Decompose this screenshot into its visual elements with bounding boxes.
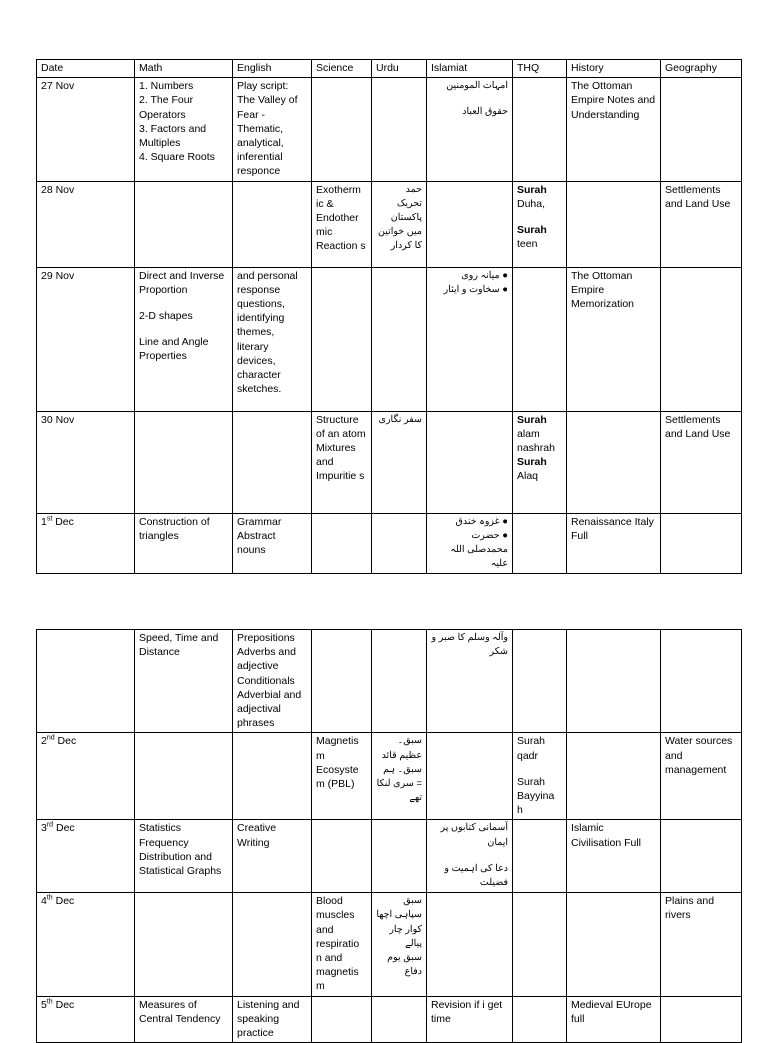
header-cell: History	[567, 60, 661, 78]
date-cell: 30 Nov	[37, 411, 135, 513]
islamiat-cell: وآلہ وسلم کا صبر و شکر	[427, 630, 513, 733]
history-cell: The Ottoman Empire Notes and Understanding	[567, 78, 661, 181]
math-cell	[135, 181, 233, 267]
geography-cell	[661, 513, 742, 574]
history-cell	[567, 630, 661, 733]
islamiat-cell	[427, 893, 513, 996]
math-cell: Speed, Time and Distance	[135, 630, 233, 733]
history-cell	[567, 181, 661, 267]
header-cell: Date	[37, 60, 135, 78]
thq-cell: Surah Duha, Surah teen	[513, 181, 567, 267]
urdu-cell	[372, 630, 427, 733]
geography-cell: Water sources and management	[661, 733, 742, 820]
urdu-cell	[372, 267, 427, 411]
header-cell: Geography	[661, 60, 742, 78]
english-cell: Play script: The Valley of Fear - Thematic, analytical, inferential responce	[233, 78, 312, 181]
history-cell	[567, 733, 661, 820]
english-cell	[233, 181, 312, 267]
english-cell: Listening and speaking practice	[233, 996, 312, 1043]
schedule-table-2	[36, 629, 742, 1043]
table-row	[37, 181, 742, 267]
table-row	[37, 630, 742, 733]
islamiat-cell	[427, 411, 513, 513]
math-cell: Construction of triangles	[135, 513, 233, 574]
geography-cell	[661, 996, 742, 1043]
date-cell: 28 Nov	[37, 181, 135, 267]
date-cell: 2nd Dec	[37, 733, 135, 820]
table-row	[37, 820, 742, 893]
table-row	[37, 996, 742, 1043]
geography-cell	[661, 78, 742, 181]
header-cell: Math	[135, 60, 233, 78]
date-cell: 5th Dec	[37, 996, 135, 1043]
table-row	[37, 267, 742, 411]
urdu-cell	[372, 513, 427, 574]
english-cell	[233, 733, 312, 820]
geography-cell: Settlements and Land Use	[661, 411, 742, 513]
table-row	[37, 513, 742, 574]
thq-cell	[513, 78, 567, 181]
science-cell	[312, 996, 372, 1043]
science-cell	[312, 78, 372, 181]
science-cell	[312, 820, 372, 893]
date-cell: 3rd Dec	[37, 820, 135, 893]
thq-cell	[513, 267, 567, 411]
header-cell: Science	[312, 60, 372, 78]
science-cell: Structure of an atom Mixtures and Impuritie s	[312, 411, 372, 513]
islamiat-cell: ● میانہ روی ● سخاوت و ایثار	[427, 267, 513, 411]
english-cell: Prepositions Adverbs and adjective Conditionals Adverbial and adjectival phrases	[233, 630, 312, 733]
urdu-cell	[372, 996, 427, 1043]
geography-cell	[661, 267, 742, 411]
history-cell: The Ottoman Empire Memorization	[567, 267, 661, 411]
urdu-cell: سبق۔ عظیم قائد سبق۔ ہم = سری لنکا تھے	[372, 733, 427, 820]
history-cell	[567, 411, 661, 513]
science-cell: Blood muscles and respiratio n and magnetis m	[312, 893, 372, 996]
science-cell	[312, 513, 372, 574]
islamiat-cell	[427, 181, 513, 267]
english-cell	[233, 411, 312, 513]
date-cell: 1st Dec	[37, 513, 135, 574]
geography-cell	[661, 630, 742, 733]
urdu-cell: سفر نگاری	[372, 411, 427, 513]
math-cell: Statistics Frequency Distribution and Statistical Graphs	[135, 820, 233, 893]
islamiat-cell: Revision if i get time	[427, 996, 513, 1043]
thq-cell: Surah qadr Surah Bayyina h	[513, 733, 567, 820]
science-cell: Magnetis m Ecosyste m (PBL)	[312, 733, 372, 820]
islamiat-cell: آسمانی کتابوں پر ایمان دعا کی اہمیت و فضیلت	[427, 820, 513, 893]
english-cell	[233, 893, 312, 996]
english-cell: Grammar Abstract nouns	[233, 513, 312, 574]
table-row	[37, 733, 742, 820]
table-row	[37, 411, 742, 513]
geography-cell: Plains and rivers	[661, 893, 742, 996]
math-cell	[135, 411, 233, 513]
science-cell	[312, 630, 372, 733]
english-cell: Creative Writing	[233, 820, 312, 893]
header-cell: Urdu	[372, 60, 427, 78]
urdu-cell: حمد تحریک پاکستان میں خواتین کا کردار	[372, 181, 427, 267]
thq-cell	[513, 996, 567, 1043]
header-cell: Islamiat	[427, 60, 513, 78]
thq-cell	[513, 820, 567, 893]
history-cell: Renaissance Italy Full	[567, 513, 661, 574]
history-cell: Medieval EUrope full	[567, 996, 661, 1043]
schedule-table-1	[36, 59, 742, 574]
urdu-cell	[372, 820, 427, 893]
date-cell: 29 Nov	[37, 267, 135, 411]
math-cell: 1. Numbers 2. The Four Operators 3. Factors and Multiples 4. Square Roots	[135, 78, 233, 181]
math-cell	[135, 733, 233, 820]
science-cell	[312, 267, 372, 411]
english-cell: and personal response questions, identifying themes, literary devices, character sketches.	[233, 267, 312, 411]
history-cell	[567, 893, 661, 996]
header-cell: English	[233, 60, 312, 78]
islamiat-cell: امہات المومنین حقوق العباد	[427, 78, 513, 181]
thq-cell	[513, 893, 567, 996]
date-cell: 4th Dec	[37, 893, 135, 996]
islamiat-cell: ● غزوہ خندق ● حضرت محمدصلی اللہ علیہ	[427, 513, 513, 574]
thq-cell	[513, 513, 567, 574]
urdu-cell	[372, 78, 427, 181]
urdu-cell: سبق سپاہی اچھا کوار چار پیالے سبق یوم دفاع	[372, 893, 427, 996]
header-row	[37, 60, 742, 78]
thq-cell	[513, 630, 567, 733]
table-row	[37, 78, 742, 181]
islamiat-cell	[427, 733, 513, 820]
math-cell	[135, 893, 233, 996]
header-cell: THQ	[513, 60, 567, 78]
date-cell: 27 Nov	[37, 78, 135, 181]
thq-cell: Surah alam nashrah Surah Alaq	[513, 411, 567, 513]
history-cell: Islamic Civilisation Full	[567, 820, 661, 893]
geography-cell: Settlements and Land Use	[661, 181, 742, 267]
date-cell	[37, 630, 135, 733]
science-cell: Exotherm ic & Endother mic Reaction s	[312, 181, 372, 267]
math-cell: Direct and Inverse Proportion 2-D shapes Line and Angle Properties	[135, 267, 233, 411]
geography-cell	[661, 820, 742, 893]
math-cell: Measures of Central Tendency	[135, 996, 233, 1043]
table-row	[37, 893, 742, 996]
